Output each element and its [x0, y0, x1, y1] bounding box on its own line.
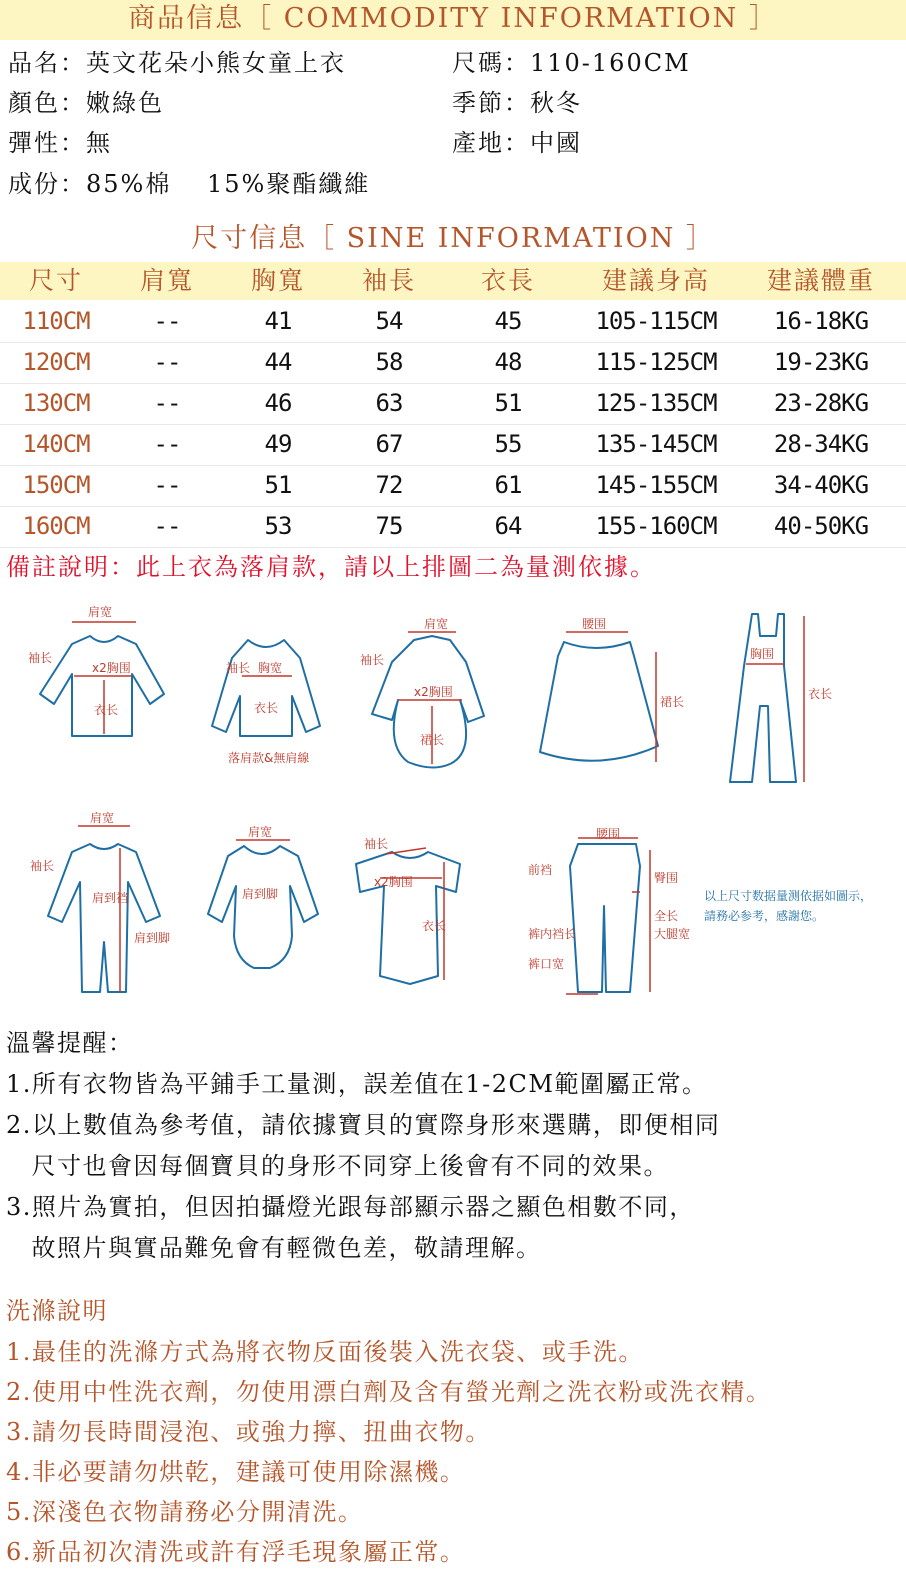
cell-size: 140CM [22, 430, 90, 458]
cell-sleeve: 75 [375, 512, 403, 540]
cell-sleeve: 72 [375, 471, 403, 499]
cell-weight: 23-28KG [773, 389, 869, 417]
cell-length: 55 [494, 430, 522, 458]
cell-size: 110CM [22, 307, 90, 335]
label-shoulder: 肩宽 [90, 811, 115, 825]
cell-chest: 41 [264, 307, 292, 335]
product-elastic: 彈性：無 [8, 129, 112, 157]
label-shoulder-foot: 肩到脚 [134, 931, 171, 945]
cell-chest: 49 [264, 430, 292, 458]
label-waist: 腰围 [596, 827, 621, 841]
product-season: 季節：秋冬 [452, 89, 582, 117]
cell-height: 105-115CM [595, 307, 717, 335]
tip-line: 尺寸也會因每個寶貝的身形不同穿上後會有不同的效果。 [6, 1152, 669, 1180]
label-full-length: 全长 [654, 909, 679, 923]
label-shoulder: 肩宽 [88, 605, 113, 619]
cell-length: 51 [494, 389, 522, 417]
col-chest: 胸寬 [250, 266, 306, 295]
label-length: 衣长 [422, 919, 447, 933]
label-waist: 腰围 [582, 617, 607, 631]
col-shoulder: 肩寬 [139, 266, 195, 295]
overalls-outline [730, 614, 796, 782]
product-name: 品名：英文花朵小熊女童上衣 [8, 49, 346, 77]
cell-length: 45 [494, 307, 522, 335]
commodity-header [0, 0, 906, 40]
tip-line: 1.所有衣物皆為平鋪手工量測，誤差值在1-2CM範圍屬正常。 [6, 1070, 708, 1098]
cell-height: 145-155CM [595, 471, 717, 499]
label-sleeve: 袖长 [30, 859, 55, 873]
label-inseam: 裤内裆长 [528, 927, 577, 941]
label-length: 衣长 [808, 687, 833, 701]
size-title: 尺寸信息［ SINE INFORMATION ］ [191, 223, 715, 254]
cell-length: 64 [494, 512, 522, 540]
table-row [0, 383, 906, 425]
label-chest2: x2胸围 [414, 685, 453, 699]
cell-size: 160CM [22, 512, 90, 540]
product-material: 成份：85%棉 15%聚酯纖維 [8, 170, 371, 198]
label-shoulder-crotch: 肩到裆 [92, 891, 129, 905]
cell-weight: 16-18KG [773, 307, 869, 335]
tshirt-outline [40, 636, 164, 736]
cell-shoulder: -- [153, 512, 181, 540]
product-color: 顏色：嫩綠色 [8, 89, 164, 117]
label-sleeve: 袖长 [360, 653, 385, 667]
cell-length: 61 [494, 471, 522, 499]
label-length: 衣长 [94, 703, 119, 717]
cell-length: 48 [494, 348, 522, 376]
tip-line: 3.照片為實拍，但因拍攝燈光跟每部顯示器之顯色相數不同， [6, 1193, 695, 1221]
product-size: 尺碼：110-160CM [452, 49, 691, 77]
label-sleeve: 袖长 [28, 651, 53, 665]
cell-size: 150CM [22, 471, 90, 499]
table-row [0, 506, 906, 548]
label-shoulder-foot: 肩到脚 [242, 887, 279, 901]
tips-title: 溫馨提醒： [6, 1029, 134, 1057]
dress-outline [372, 636, 484, 768]
cell-chest: 44 [264, 348, 292, 376]
label-chest2: x2胸围 [374, 875, 413, 889]
table-row [0, 465, 906, 507]
cell-shoulder: -- [153, 430, 181, 458]
wash-title: 洗滌說明 [6, 1297, 108, 1325]
cell-height: 135-145CM [595, 430, 717, 458]
cell-sleeve: 54 [375, 307, 403, 335]
table-row [0, 301, 906, 343]
cell-weight: 19-23KG [773, 348, 869, 376]
drop-shoulder-outline [212, 640, 320, 736]
label-shoulder: 肩宽 [424, 617, 449, 631]
cell-weight: 40-50KG [773, 512, 869, 540]
col-sleeve: 袖長 [361, 266, 417, 295]
cell-height: 125-135CM [595, 389, 717, 417]
cell-height: 115-125CM [595, 348, 717, 376]
wash-line: 4.非必要請勿烘乾，建議可使用除濕機。 [6, 1458, 466, 1486]
label-hip: 臀围 [654, 871, 679, 885]
cell-shoulder: -- [153, 348, 181, 376]
cell-size: 120CM [22, 348, 90, 376]
cell-sleeve: 63 [375, 389, 403, 417]
table-row [0, 342, 906, 384]
table-row [0, 424, 906, 466]
label-skirt: 裙长 [660, 695, 685, 709]
col-height: 建議身高 [601, 266, 711, 295]
label-hem: 裤口宽 [528, 957, 565, 971]
cell-size: 130CM [22, 389, 90, 417]
cell-shoulder: -- [153, 389, 181, 417]
label-length: 衣长 [254, 701, 279, 715]
wash-line: 3.請勿長時間浸泡、或強力擰、扭曲衣物。 [6, 1418, 491, 1446]
cell-sleeve: 58 [375, 348, 403, 376]
col-weight: 建議體重 [766, 266, 876, 295]
cell-sleeve: 67 [375, 430, 403, 458]
cell-chest: 46 [264, 389, 292, 417]
cell-weight: 28-34KG [773, 430, 869, 458]
cell-chest: 51 [264, 471, 292, 499]
cell-shoulder: -- [153, 471, 181, 499]
cell-height: 155-160CM [595, 512, 717, 540]
size-table-header [0, 262, 906, 300]
label-skirt: 裙长 [420, 733, 445, 747]
tip-line: 故照片與實品難免會有輕微色差，敬請理解。 [6, 1234, 542, 1262]
col-length: 衣長 [480, 266, 536, 295]
remark-note: 備註說明：此上衣為落肩款，請以上排圖二為量測依據。 [6, 553, 656, 581]
pants-outline [570, 844, 640, 992]
wash-line: 2.使用中性洗衣劑，勿使用漂白劑及含有螢光劑之洗衣粉或洗衣精。 [6, 1378, 772, 1406]
cell-weight: 34-40KG [773, 471, 869, 499]
wash-line: 6.新品初次清洗或許有浮毛現象屬正常。 [6, 1538, 466, 1566]
tip-line: 2.以上數值為參考值，請依據寶貝的實際身形來選購，即便相同 [6, 1111, 721, 1139]
label-sleeve: 袖长 [364, 837, 389, 851]
measurement-diagram [0, 596, 906, 1016]
cell-shoulder: -- [153, 307, 181, 335]
romper-outline [48, 844, 160, 992]
col-size: 尺寸 [28, 266, 84, 295]
product-origin: 產地：中國 [452, 129, 582, 157]
label-chest2: x2胸围 [92, 661, 131, 675]
label-thigh: 大腿宽 [654, 927, 691, 941]
commodity-title: 商品信息［ COMMODITY INFORMATION ］ [128, 3, 778, 34]
label-front-rise: 前裆 [528, 863, 553, 877]
label-sleeve: 袖长 [226, 661, 251, 675]
size-header [0, 220, 906, 260]
bodysuit-outline [208, 846, 318, 968]
cell-chest: 53 [264, 512, 292, 540]
label-drop: 落肩款&無肩線 [228, 751, 310, 765]
wash-line: 1.最佳的洗滌方式為將衣物反面後裝入洗衣袋、或手洗。 [6, 1338, 644, 1366]
label-chest: 胸宽 [258, 661, 283, 675]
wash-line: 5.深淺色衣物請務必分開清洗。 [6, 1498, 364, 1526]
diagram-note-2: 請務必参考，感謝您。 [704, 909, 825, 923]
label-chest: 胸围 [750, 647, 775, 661]
diagram-note-1: 以上尺寸数据量测依据如圖示， [704, 889, 873, 903]
label-shoulder: 肩宽 [248, 825, 273, 839]
skirt-outline [540, 642, 658, 761]
